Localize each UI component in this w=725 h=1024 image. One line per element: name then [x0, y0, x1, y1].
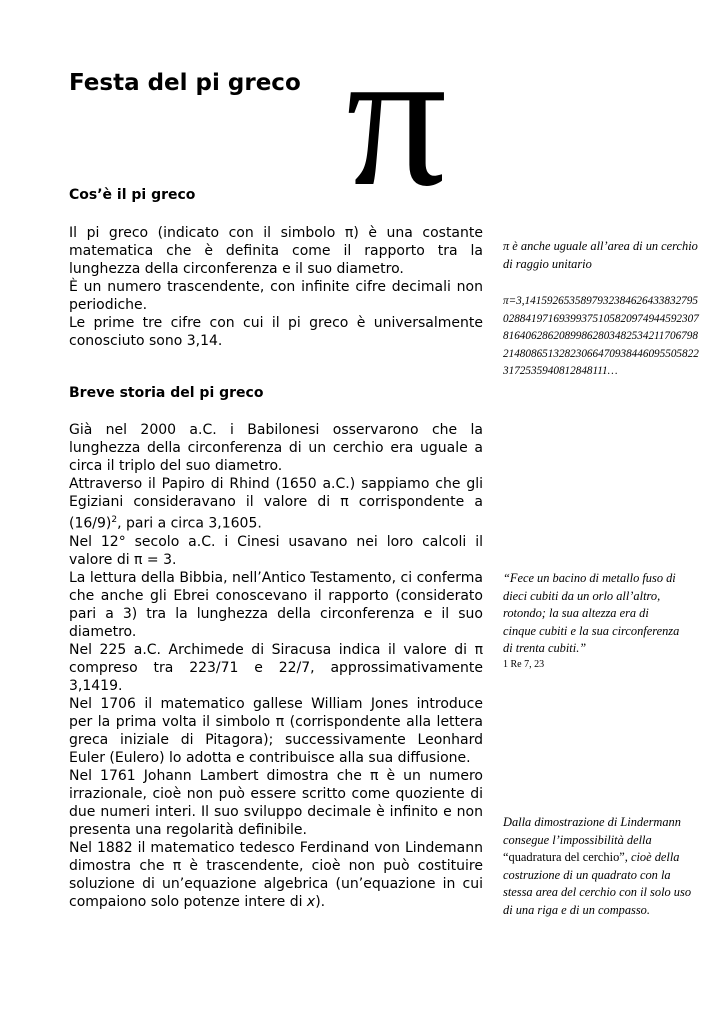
- page-title: Festa del pi greco: [69, 70, 301, 96]
- paragraph: La lettura della Bibbia, nell’Antico Testamento, ci conferma che anche gli Ebrei conoscevano il rapporto (considerato pari a 3) tra la lunghezza della circonferenza e il suo diametro.: [69, 569, 483, 640]
- egypt-fraction: (16/9): [69, 515, 112, 532]
- section-history: [69, 421, 483, 911]
- paragraph: È un numero trascendente, con infinite cifre decimali non periodiche.: [69, 279, 483, 313]
- egypt-tail: , pari a circa 3,1605.: [117, 515, 262, 532]
- side-note-text: π è anche uguale all’area di un cerchio di raggio unitario: [503, 239, 698, 271]
- note-before: Dalla dimostrazione di Lindermann consegue l’impossibilità della: [503, 815, 681, 847]
- pi-digits: π=3,14159265358979323846264338327950288419716939937510582097494459230781640628620899862803482534211706798214808651328230664709384460955058223172535940812848111…: [503, 295, 699, 377]
- paragraph-egypt: [69, 475, 483, 533]
- note-emphasis: “quadratura del cerchio”: [503, 850, 625, 864]
- egypt-exponent: 2: [111, 515, 118, 525]
- paragraph: Il pi greco (indicato con il simbolo π) è una costante matematica che è definita come il rapporto tra la lunghezza della circonferenza e il suo diametro.: [69, 225, 483, 277]
- paragraph: Nel 1761 Johann Lambert dimostra che π è un numero irrazionale, cioè non può essere scritto come quoziente di due numeri interi. Il suo sviluppo decimale è infinito e non presenta una regolarità definibile.: [69, 767, 483, 838]
- paragraph: Le prime tre cifre con cui il pi greco è universalmente conosciuto sono 3,14.: [69, 315, 483, 349]
- side-note-squaring-circle: [503, 814, 698, 919]
- paragraph-lindemann: [69, 839, 483, 911]
- paragraph: Nel 225 a.C. Archimede di Siracusa indica il valore di π compreso tra 223/71 e 22/7, approssimativamente 3,1419.: [69, 641, 483, 694]
- paragraph: Nel 12° secolo a.C. i Cinesi usavano nei loro calcoli il valore di π = 3.: [69, 533, 483, 568]
- closing: ).: [315, 893, 326, 910]
- paragraph-text: Nel 1882 il matematico tedesco Ferdinand von Lindemann dimostra che π è trascendente, cioè non può costituire soluzione di un’equazione algebrica (un’equazione in cui compaiono solo potenze intere di: [69, 839, 483, 910]
- paragraph-text: Attraverso il Papiro di Rhind (1650 a.C.) sappiamo che gli Egiziani consideravano il valore di π corrispondente a: [69, 476, 483, 510]
- side-note-bible-quote: [503, 570, 683, 672]
- section-what-is-pi: [69, 224, 483, 350]
- pi-symbol-icon: π: [346, 7, 447, 228]
- side-note-digits: [503, 293, 703, 381]
- note-after: , cioè della costruzione di un quadrato con la stessa area del cerchio con il solo uso di una riga e di un compasso.: [503, 850, 692, 917]
- bible-reference: 1 Re 7, 23: [503, 658, 545, 670]
- paragraph: Già nel 2000 a.C. i Babilonesi osservarono che la lunghezza della circonferenza di un cerchio era uguale a circa il triplo del suo diametro.: [69, 422, 483, 474]
- section-heading-what-is-pi: Cos’è il pi greco: [69, 187, 196, 203]
- variable-x: x: [306, 893, 316, 910]
- paragraph: Nel 1706 il matematico gallese William Jones introduce per la prima volta il simbolo π (corrispondente alla lettera greca iniziale di Pitagora); successivamente Leonhard Euler (Eulero) lo adotta e contribuisce alla sua diffusione.: [69, 695, 483, 766]
- side-note-area: [503, 238, 703, 273]
- section-heading-history: Breve storia del pi greco: [69, 385, 264, 401]
- side-note-text: [503, 814, 698, 919]
- bible-quote: “Fece un bacino di metallo fuso di dieci cubiti da un orlo all’altro, rotondo; la sua altezza era di cinque cubiti e la sua circonferenza di trenta cubiti.”: [503, 571, 680, 655]
